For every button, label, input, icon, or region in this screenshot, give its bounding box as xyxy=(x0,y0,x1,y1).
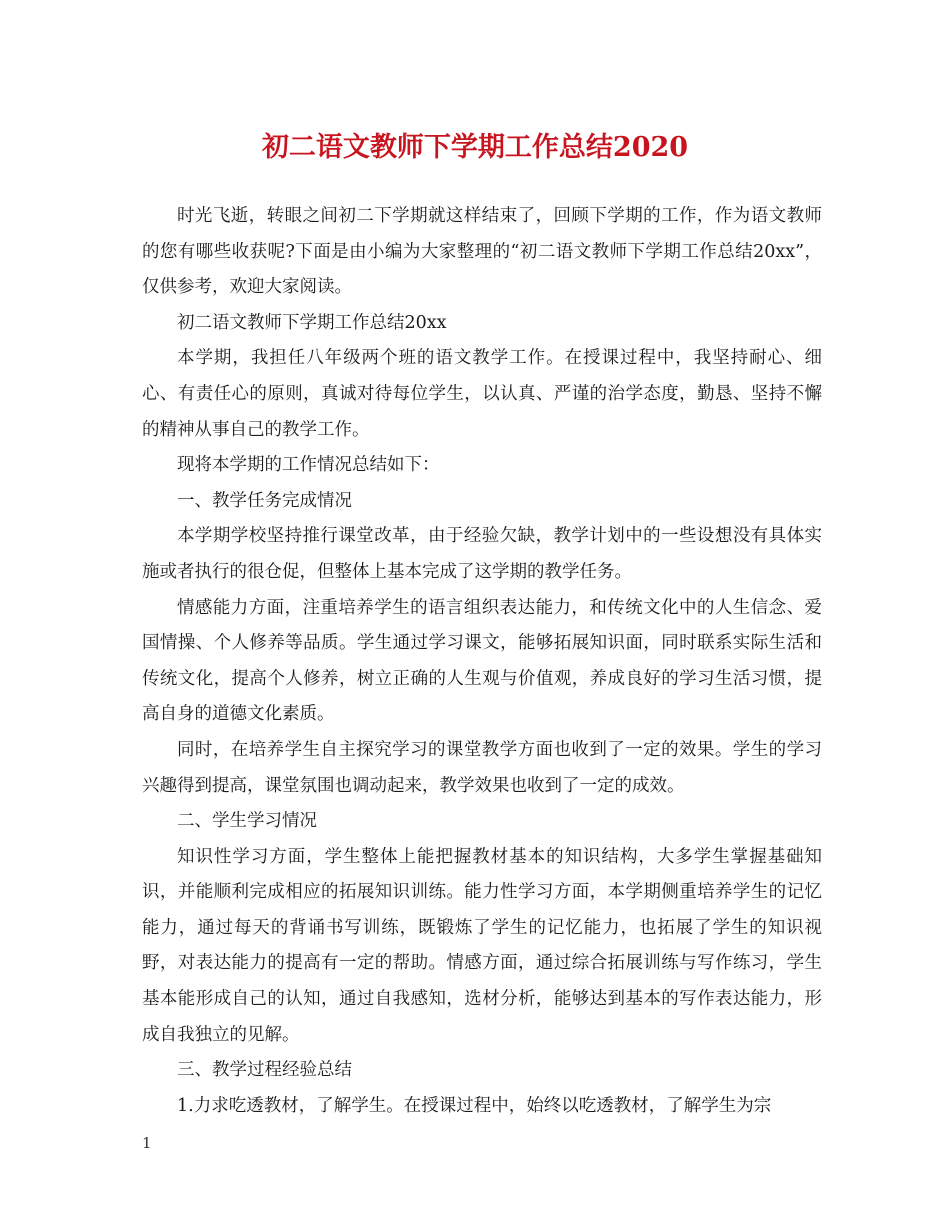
section-heading: 二、学生学习情况 xyxy=(177,811,317,832)
paragraph: 初二语文教师下学期工作总结20xx xyxy=(177,312,447,333)
document-body xyxy=(142,199,822,1124)
paragraph: 1.力求吃透教材，了解学生。在授课过程中，始终以吃透教材，了解学生为宗 xyxy=(177,1095,772,1116)
document-title: 初二语文教师下学期工作总结2020 xyxy=(261,132,689,163)
paragraph: 本学期学校坚持推行课堂改革，由于经验欠缺，教学计划中的一些设想没有具体实施或者执行的很仓促，但整体上基本完成了这学期的教学任务。 xyxy=(142,526,822,582)
paragraph: 同时，在培养学生自主探究学习的课堂教学方面也收到了一定的效果。学生的学习兴趣得到提高，课堂氛围也调动起来，教学效果也收到了一定的成效。 xyxy=(142,739,822,796)
paragraph: 知识性学习方面，学生整体上能把握教材基本的知识结构，大多学生掌握基础知识，并能顺利完成相应的拓展知识训练。能力性学习方面，本学期侧重培养学生的记忆能力，通过每天的背诵书写训练，既锻炼了学生的记忆能力，也拓展了学生的知识视野，对表达能力的提高有一定的帮助。情感方面，通过综合拓展训练与写作练习，学生基本能形成自己的认知，通过自我感知，选材分析，能够达到基本的写作表达能力，形成自我独立的见解。 xyxy=(142,846,822,1045)
paragraph: 本学期，我担任八年级两个班的语文教学工作。在授课过程中，我坚持耐心、细心、有责任心的原则，真诚对待每位学生，以认真、严谨的治学态度，勤恳、坚持不懈的精神从事自己的教学工作。 xyxy=(142,348,822,440)
paragraph: 现将本学期的工作情况总结如下： xyxy=(177,455,440,476)
section-heading: 三、教学过程经验总结 xyxy=(177,1060,352,1081)
paragraph: 时光飞逝，转眼之间初二下学期就这样结束了，回顾下学期的工作，作为语文教师的您有哪些收获呢?下面是由小编为大家整理的“初二语文教师下学期工作总结20xx”，仅供参考，欢迎大家阅读。 xyxy=(142,206,822,298)
section-heading: 一、教学任务完成情况 xyxy=(177,490,352,511)
paragraph: 情感能力方面，注重培养学生的语言组织表达能力，和传统文化中的人生信念、爱国情操、个人修养等品质。学生通过学习课文，能够拓展知识面，同时联系实际生活和传统文化，提高个人修养，树立正确的人生观与价值观，养成良好的学习生活习惯，提高自身的道德文化素质。 xyxy=(142,597,822,725)
page-number: 1 xyxy=(142,1134,152,1152)
